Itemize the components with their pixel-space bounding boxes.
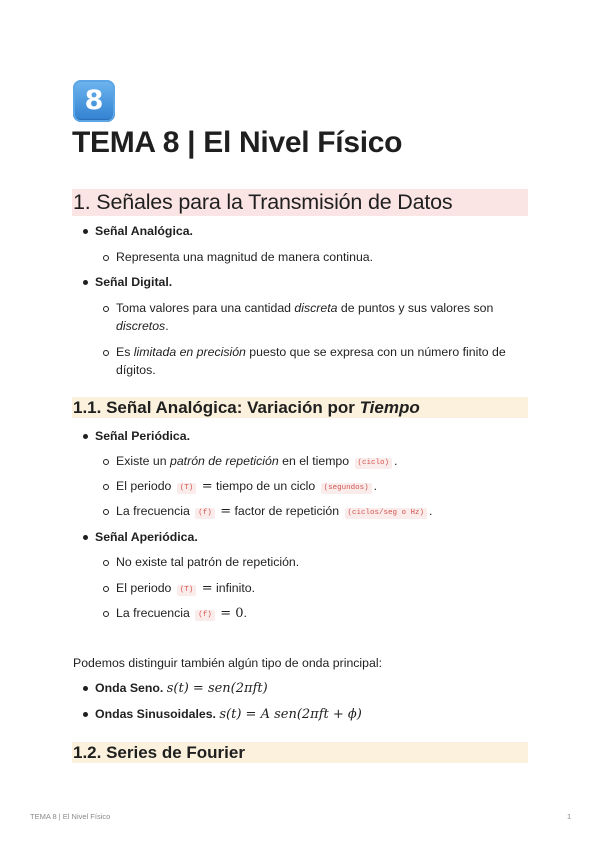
text: No existe tal patrón de repetición. bbox=[116, 555, 300, 569]
sinusoidal-formula: s(t) = A sen(2πft + ϕ) bbox=[219, 707, 362, 722]
aperiodic-label: Señal Aperiódica. bbox=[95, 530, 198, 544]
section-heading-1-2: 1.2. Series de Fourier bbox=[72, 742, 528, 763]
math: = bbox=[201, 479, 213, 494]
text: . bbox=[243, 606, 247, 620]
list-item-aperiodic bbox=[95, 529, 198, 546]
text: . bbox=[373, 479, 378, 493]
text: . bbox=[429, 504, 433, 518]
inline-code: (T) bbox=[177, 483, 197, 494]
text: Toma valores para una cantidad bbox=[116, 301, 295, 315]
text: La frecuencia bbox=[116, 606, 194, 620]
digital-label: Señal Digital. bbox=[95, 275, 173, 289]
inline-code: (ciclo) bbox=[355, 458, 393, 469]
text: Podemos distinguir también algún tipo de onda principal: bbox=[73, 656, 382, 670]
list-item-periodic bbox=[95, 428, 190, 445]
list-item-sinusoidal bbox=[95, 706, 362, 723]
list-item-aperiodic-1 bbox=[116, 554, 299, 571]
analog-label: Señal Analógica. bbox=[95, 224, 193, 238]
list-item-periodic-1 bbox=[116, 453, 397, 470]
text: El periodo bbox=[116, 581, 175, 595]
text: . bbox=[394, 454, 398, 468]
list-item-analog bbox=[95, 223, 193, 240]
text: infinito. bbox=[212, 581, 256, 595]
list-item-sine bbox=[95, 680, 268, 697]
emphasis: Tiempo bbox=[359, 398, 420, 417]
text: Es bbox=[116, 345, 134, 359]
inline-code: (segundos) bbox=[321, 483, 372, 494]
page-number: 1 bbox=[567, 812, 572, 821]
math: = bbox=[220, 504, 232, 519]
section-heading-1-1 bbox=[72, 397, 528, 418]
text: de puntos y sus valores son bbox=[337, 301, 494, 315]
list-item-digital-desc-2-cont bbox=[116, 362, 156, 379]
text: en el tiempo bbox=[278, 454, 353, 468]
text: Existe un bbox=[116, 454, 170, 468]
sine-label: Onda Seno. bbox=[95, 681, 164, 695]
text: . bbox=[165, 319, 169, 333]
section-heading-1: 1. Señales para la Transmisión de Datos bbox=[72, 189, 528, 216]
periodic-label: Señal Periódica. bbox=[95, 429, 191, 443]
inline-code: (f) bbox=[195, 508, 215, 519]
text: factor de repetición bbox=[231, 504, 343, 518]
list-item-periodic-3 bbox=[116, 503, 432, 520]
math: = bbox=[201, 581, 213, 596]
waves-intro bbox=[73, 655, 382, 672]
text: tiempo de un ciclo bbox=[212, 479, 319, 493]
sinusoidal-label: Ondas Sinusoidales. bbox=[95, 707, 216, 721]
inline-code: (T) bbox=[177, 585, 197, 596]
inline-code: (ciclos/seg o Hz) bbox=[345, 508, 428, 519]
text: dígitos. bbox=[116, 363, 156, 377]
list-item-digital-desc-1 bbox=[116, 300, 493, 317]
analog-desc: Representa una magnitud de manera continua. bbox=[116, 250, 374, 264]
list-item-periodic-2 bbox=[116, 478, 377, 495]
list-item-aperiodic-2 bbox=[116, 580, 255, 597]
sine-formula: s(t) = sen(2πft) bbox=[166, 681, 268, 696]
text: puesto que se expresa con un número finito de bbox=[245, 345, 506, 359]
text: El periodo bbox=[116, 479, 175, 493]
inline-code: (f) bbox=[195, 610, 215, 621]
emphasis: limitada en precisión bbox=[133, 345, 246, 359]
emphasis: patrón de repetición bbox=[170, 454, 279, 468]
emphasis: discreta bbox=[294, 301, 338, 315]
page-title: TEMA 8 | El Nivel Físico bbox=[72, 126, 403, 159]
keycap-eight-icon: 8 bbox=[73, 80, 115, 122]
text: La frecuencia bbox=[116, 504, 194, 518]
list-item-analog-desc bbox=[116, 249, 373, 266]
list-item-digital-desc-2 bbox=[116, 344, 506, 361]
emphasis: discretos bbox=[116, 319, 166, 333]
math: = 0 bbox=[220, 606, 244, 621]
text: 1.1. Señal Analógica: Variación por bbox=[73, 398, 360, 417]
list-item-digital-desc-1-cont bbox=[116, 318, 169, 335]
list-item-digital bbox=[95, 274, 172, 291]
list-item-aperiodic-3 bbox=[116, 605, 247, 622]
footer-title: TEMA 8 | El Nivel Físico bbox=[30, 812, 111, 821]
